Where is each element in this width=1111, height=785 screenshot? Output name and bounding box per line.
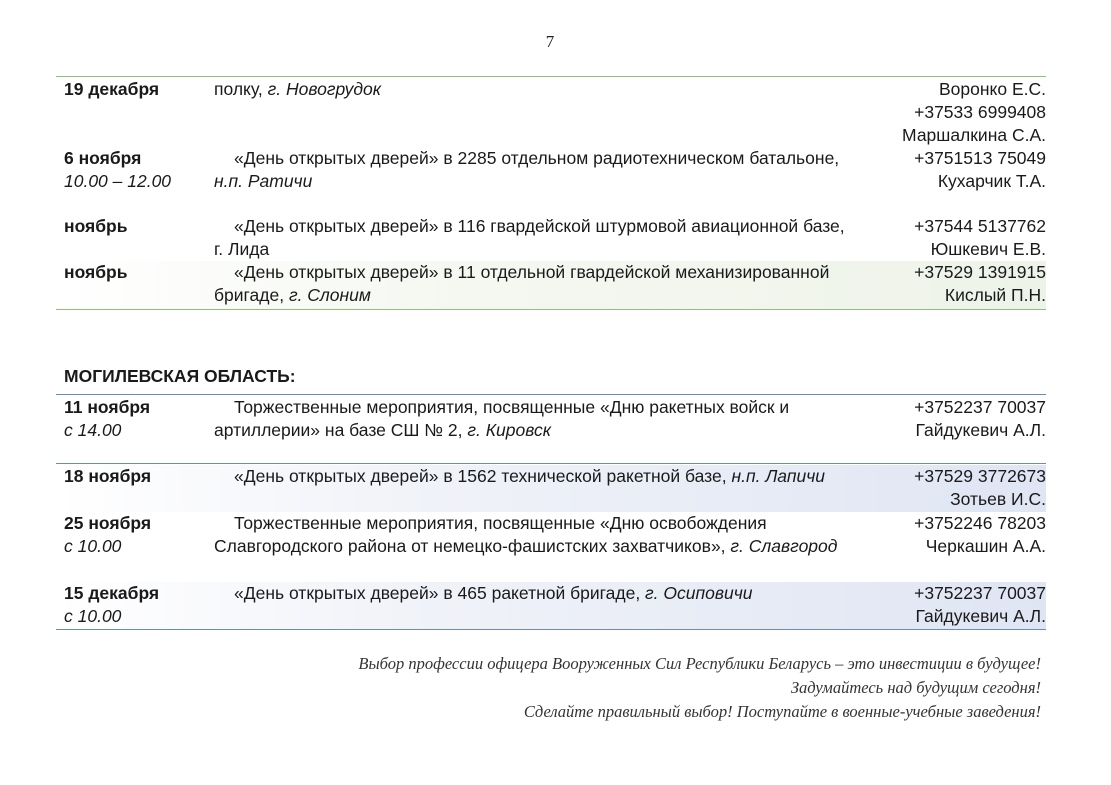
event-date-cell [64,261,214,284]
contact-name: Кухарчик Т.А. [937,171,1046,191]
event-date-cell [64,396,214,442]
event-text: Торжественные мероприятия, посвященные «Дню освобождения Славгородского района от немецко-фашистских захватчиков», [214,513,767,556]
contact-phone: +3752237 70037 [914,583,1046,603]
closing-slogan [141,652,1041,724]
event-text: полку, [214,79,268,99]
contact-cell [846,396,1046,442]
event-description [214,582,854,605]
event-text: «День открытых дверей» в 2285 отдельном радиотехническом батальоне, [234,148,840,168]
table-row [56,147,1046,207]
event-time: с 14.00 [64,420,122,440]
contact-name: Воронко Е.С. [938,79,1046,99]
event-text: «День открытых дверей» в 11 отдельной гвардейской механизированной бригаде, [214,262,830,305]
contact-cell [846,465,1046,511]
event-place: г. Слоним [288,285,371,305]
event-text: «День открытых дверей» в 116 гвардейской штурмовой авиационной базе, г. Лида [214,216,845,259]
table-row [56,261,1046,309]
event-text: Торжественные мероприятия, посвященные «Дню ракетных войск и артиллерии» на базе СШ № 2, [214,397,790,440]
contact-cell [846,78,1046,147]
contact-name: Зотьев И.С. [950,489,1046,509]
event-place: н.п. Лапичи [731,466,826,486]
event-time: с 10.00 [64,536,122,556]
table-top-rule [56,76,1046,77]
event-date: 19 декабря [64,79,160,99]
table-row [56,396,1046,444]
contact-name: Кислый П.Н. [944,285,1046,305]
event-time: с 10.00 [64,606,122,626]
event-text: «День открытых дверей» в 1562 технической ракетной базе, [234,466,732,486]
event-description [214,465,854,488]
table-top-rule [56,394,1046,395]
event-place: г. Новогрудок [267,79,382,99]
event-date: 6 ноября [64,148,142,168]
event-time: 10.00 – 12.00 [64,171,172,191]
event-date: 18 ноября [64,466,152,486]
event-description [214,147,854,193]
event-text: «День открытых дверей» в 465 ракетной бригаде, [234,583,646,603]
event-place: г. Осиповичи [645,583,753,603]
contact-name: Гайдукевич А.Л. [915,420,1046,440]
table-row [56,215,1046,261]
event-date-cell [64,147,214,193]
contact-phone: +37544 5137762 [914,216,1046,236]
page-number: 7 [545,32,555,51]
event-date: 25 ноября [64,513,152,533]
slogan-line: Сделайте правильный выбор! Поступайте в военные-учебные заведения! [523,702,1041,721]
contact-cell [846,512,1046,558]
contact-name: Маршалкина С.А. [902,125,1046,145]
event-date-cell [64,78,214,101]
event-place: г. Кировск [467,420,552,440]
table-row [56,78,1046,147]
event-description [214,261,854,307]
contact-phone: +37529 3772673 [914,466,1046,486]
event-description [214,215,854,261]
event-date: ноябрь [64,216,128,236]
contact-phone: +3751513 75049 [914,148,1046,168]
contact-cell [846,261,1046,307]
contact-cell [846,215,1046,261]
event-date-cell [64,215,214,238]
table-row [56,582,1046,629]
slogan-line: Задумайтесь над будущим сегодня! [790,678,1041,697]
event-date: 11 ноября [64,397,151,417]
contact-phone: +3752246 78203 [914,513,1046,533]
event-date-cell [64,465,214,488]
event-date-cell [64,512,214,558]
event-date: ноябрь [64,262,128,282]
table-row [56,465,1046,512]
table-row [56,512,1046,582]
event-description [214,512,854,558]
contact-phone: +37529 1391915 [914,262,1046,282]
event-date-cell [64,582,214,628]
event-date: 15 декабря [64,583,160,603]
table-rule [56,463,1046,464]
contact-name: Юшкевич Е.В. [930,239,1046,259]
slogan-line: Выбор профессии офицера Вооруженных Сил Республики Беларусь – это инвестиции в будущее! [358,654,1041,673]
contact-phone: +3752237 70037 [914,397,1046,417]
region-heading: МОГИЛЕВСКАЯ ОБЛАСТЬ: [64,366,296,386]
event-description [214,396,854,442]
contact-name: Гайдукевич А.Л. [915,606,1046,626]
event-place: г. Славгород [730,536,838,556]
contact-phone: +37533 6999408 [914,102,1046,122]
table-bottom-rule [56,309,1046,310]
table-bottom-rule [56,629,1046,630]
contact-cell [846,147,1046,193]
event-description [214,78,854,101]
event-place: н.п. Ратичи [214,171,313,191]
contact-name: Черкашин А.А. [925,536,1046,556]
contact-cell [846,582,1046,628]
